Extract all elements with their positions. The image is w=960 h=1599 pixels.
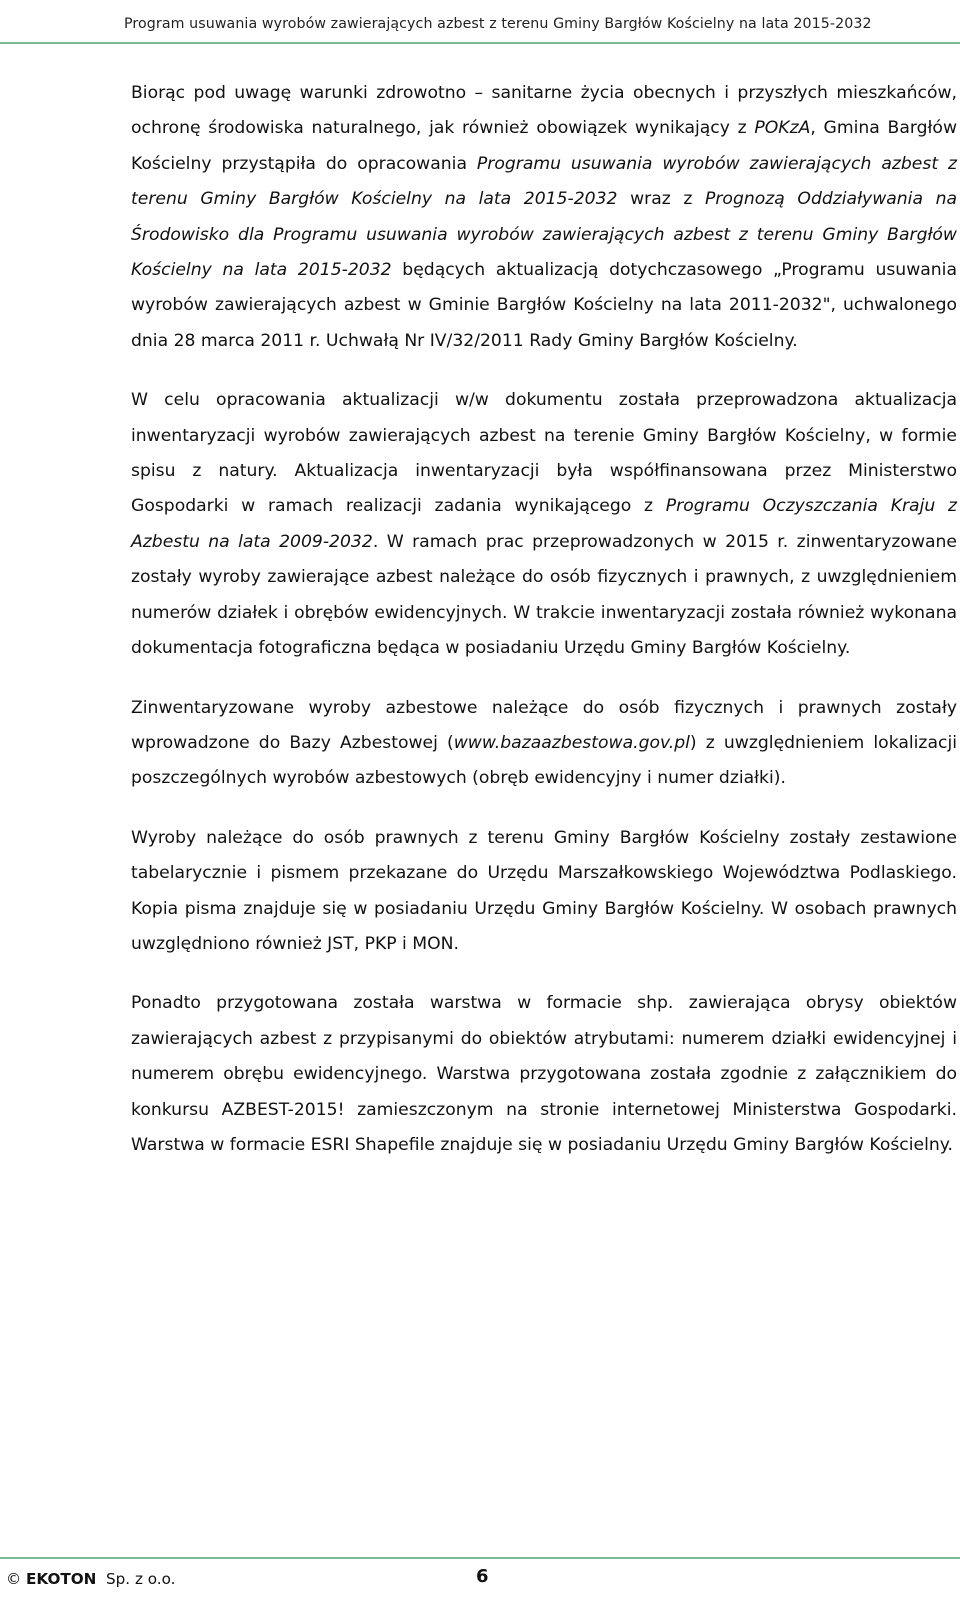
segment: wraz z — [617, 189, 705, 210]
segment-italic: Programu Oczyszczania Kraju z Azbestu na lata 2009-2032 — [131, 496, 957, 552]
copyright-icon: © — [6, 1570, 22, 1588]
paragraph-3 — [131, 691, 957, 797]
footer-divider — [0, 1557, 960, 1559]
segment: Zinwentaryzowane wyroby azbestowe należące do osób fizycznych i prawnych zostały wprowadzone do Bazy Azbestowej ( — [131, 697, 957, 753]
header-divider — [0, 42, 960, 44]
paragraph-1 — [131, 76, 957, 359]
document-body — [131, 76, 957, 1187]
segment: . W ramach prac przeprowadzonych w 2015 r. zinwentaryzowane zostały wyroby zawierające azbest należące do osób fizycznych i prawnych, z uwzględnieniem numerów działek i obrębów ewidencyjnych. W trakcie inwentaryzacji została również wykonana dokumentacja fotograficzna będąca w posiadaniu Urzędu Gminy Bargłów Kościelny. — [131, 531, 957, 659]
segment: Biorąc pod uwagę warunki zdrowotno – sanitarne życia obecnych i przyszłych mieszkańców, ochronę środowiska naturalnego, jak również obowiązek wynikający z — [131, 83, 957, 139]
company-suffix: Sp. z o.o. — [106, 1570, 176, 1588]
segment-italic: POKzA — [754, 118, 811, 139]
page-number: 6 — [476, 1566, 489, 1587]
paragraph-4 — [131, 821, 957, 963]
segment: Ponadto przygotowana została warstwa w formacie shp. zawierająca obrysy obiektów zawierających azbest z przypisanymi do obiektów atrybutami: numerem działki ewidencyjnej i numerem obrębu ewidencyjnego. Warstwa przygotowana została zgodnie z załącznikiem do konkursu AZBEST-2015! zamieszczonym na stronie internetowej Ministerstwa Gospodarki. Warstwa w formacie ESRI Shapefile znajduje się w posiadaniu Urzędu Gminy Bargłów Kościelny. — [131, 993, 957, 1155]
page-header — [0, 0, 960, 46]
segment: Wyroby należące do osób prawnych z terenu Gminy Bargłów Kościelny zostały zestawione tabelarycznie i pismem przekazane do Urzędu Marszałkowskiego Województwa Podlaskiego. Kopia pisma znajduje się w posiadaniu Urzędu Gminy Bargłów Kościelny. W osobach prawnych uwzględniono również JST, PKP i MON. — [131, 827, 957, 954]
segment: , Gmina Bargłów Kościelny przystąpiła do opracowania — [131, 118, 958, 174]
paragraph-2 — [131, 383, 957, 666]
segment: W celu opracowania aktualizacji w/w dokumentu została przeprowadzona aktualizacja inwentaryzacji wyrobów zawierających azbest na terenie Gminy Bargłów Kościelny, w formie spisu z natury. Aktualizacja inwentaryzacji była współfinansowana przez Ministerstwo Gospodarki w ramach realizacji zadania wynikającego z — [131, 390, 957, 517]
header-title: Program usuwania wyrobów zawierających azbest z terenu Gminy Bargłów Kościelny na lata 2015-2032 — [124, 16, 872, 32]
segment: będących aktualizacją dotychczasowego „Programu usuwania wyrobów zawierających azbest w Gminie Bargłów Kościelny na lata 2011-2032", uchwalonego dnia 28 marca 2011 r. Uchwałą Nr IV/32/2011 Rady Gminy Bargłów Kościelny. — [131, 260, 957, 351]
segment-italic: Prognozą Oddziaływania na Środowisko dla Programu usuwania wyrobów zawierających azbest z terenu Gminy Bargłów Kościelny na lata 2015-2032 — [131, 189, 958, 281]
company-name: EKOTON — [26, 1570, 97, 1588]
segment-italic: Programu usuwania wyrobów zawierających azbest z terenu Gminy Bargłów Kościelny na lata 2015-2032 — [131, 153, 957, 210]
segment: ) z uwzględnieniem lokalizacji poszczególnych wyrobów azbestowych (obręb ewidencyjny i numer działki). — [131, 732, 957, 789]
page-footer — [6, 1566, 956, 1596]
paragraph-5 — [131, 986, 957, 1163]
website-link[interactable]: www.bazaazbestowa.gov.pl — [453, 732, 690, 753]
footer-company — [6, 1570, 175, 1588]
